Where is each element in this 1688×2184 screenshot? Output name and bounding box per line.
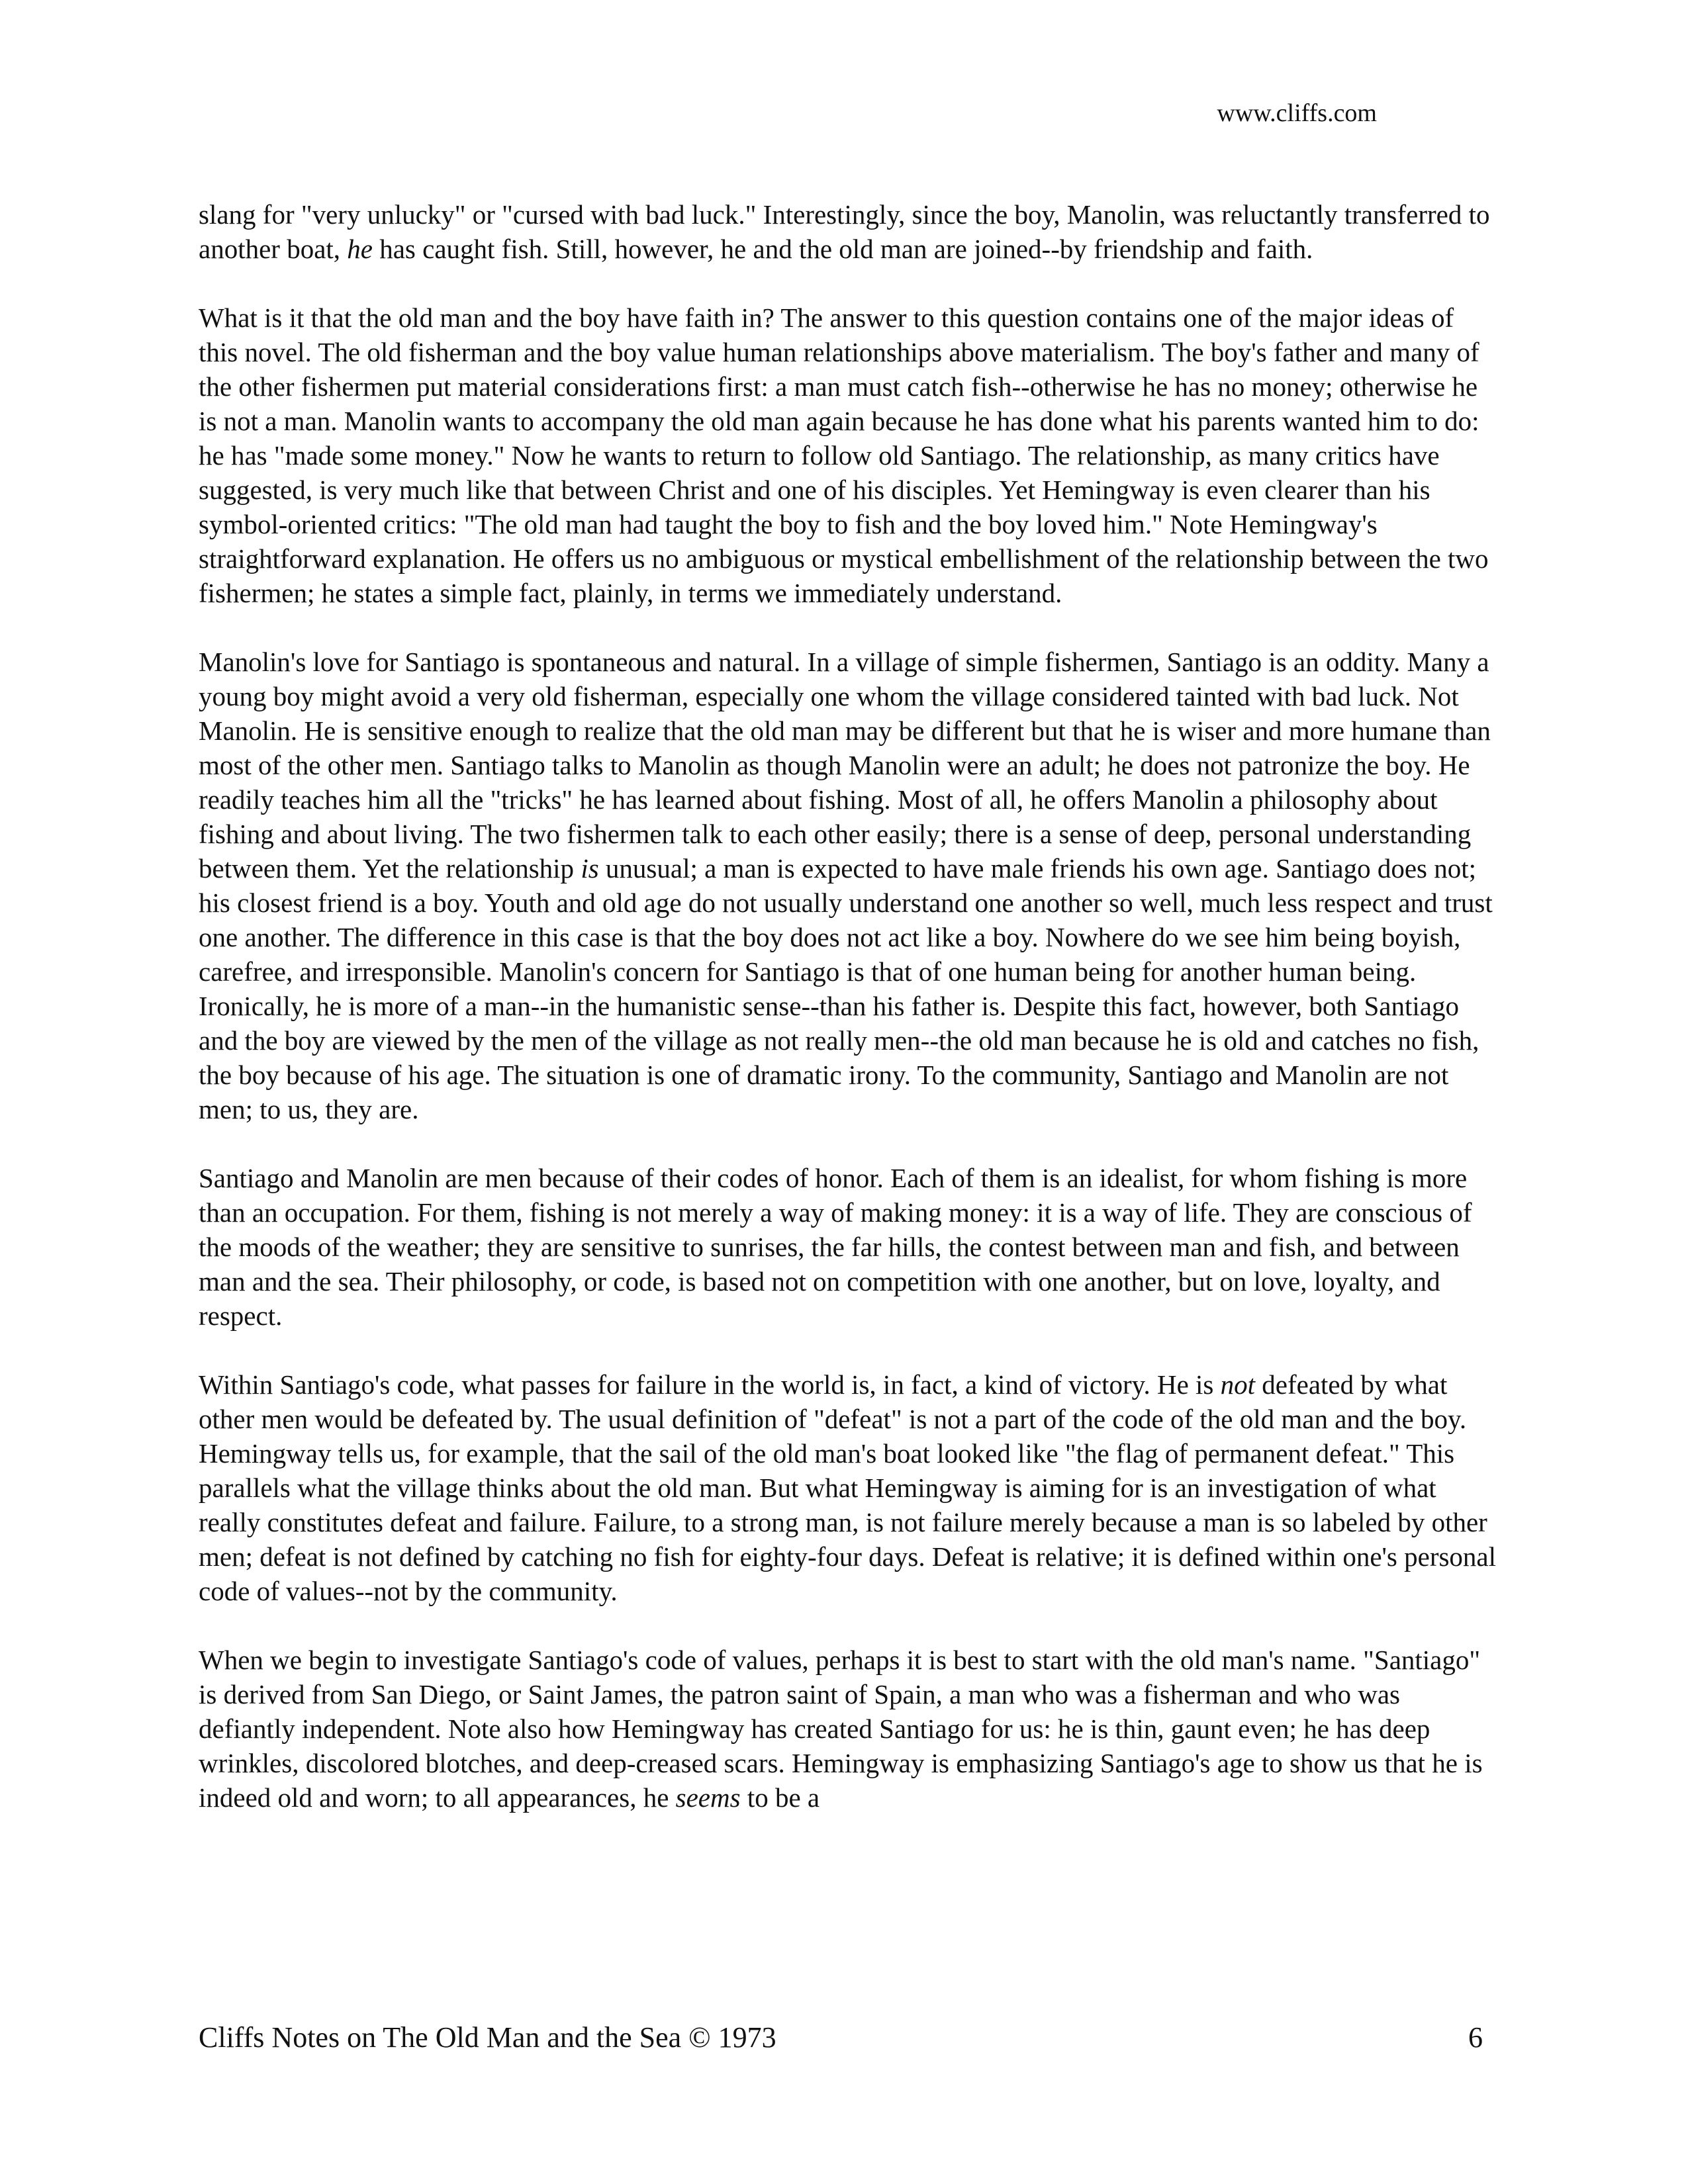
paragraph — [199, 197, 1496, 266]
paragraph — [199, 300, 1496, 610]
body-text — [199, 197, 1496, 1849]
paragraph — [199, 645, 1496, 1126]
paragraph-text: slang for "very unlucky" or "cursed with bad luck." Interestingly, since the boy, Manolin, was reluctantly transferred to another boat, — [199, 199, 1490, 264]
paragraph-text: When we begin to investigate Santiago's code of values, perhaps it is best to start with the old man's name. "Santiago" is derived from San Diego, or Saint James, the patron saint of Spain, a man who was a fisherman and who was defiantly independent. Note also how Hemingway has created Santiago for us: he is thin, gaunt even; he has deep wrinkles, discolored blotches, and deep-creased scars. Hemingway is emphasizing Santiago's age to show us that he is indeed old and worn; to all appearances, he — [199, 1645, 1483, 1813]
footer-title: Cliffs Notes on The Old Man and the Sea © 1973 — [199, 2021, 776, 2054]
header-url: www.cliffs.com — [1217, 99, 1377, 127]
paragraph-text: Manolin's love for Santiago is spontaneous and natural. In a village of simple fishermen, Santiago is an oddity. Many a young boy might avoid a very old fisherman, especially one whom the village considered tainted with bad luck. Not Manolin. He is sensitive enough to realize that the old man may be different but that he is wiser and more humane than most of the other men. Santiago talks to Manolin as though Manolin were an adult; he does not patronize the boy. He readily teaches him all the "tricks" he has learned about fishing. Most of all, he offers Manolin a philosophy about fishing and about living. The two fishermen talk to each other easily; there is a sense of deep, personal understanding between them. Yet the relationship — [199, 647, 1491, 884]
italic-text: not — [1220, 1369, 1256, 1400]
paragraph-text: Within Santiago's code, what passes for failure in the world is, in fact, a kind of victory. He is — [199, 1369, 1221, 1400]
page-number: 6 — [1468, 2021, 1483, 2054]
italic-text: seems — [675, 1782, 741, 1813]
paragraph-text: Santiago and Manolin are men because of their codes of honor. Each of them is an idealist, for whom fishing is more than an occupation. For them, fishing is not merely a way of making money: it is a way of life. They are conscious of the moods of the weather; they are sensitive to sunrises, the far hills, the contest between man and fish, and between man and the sea. Their philosophy, or code, is based not on competition with one another, but on love, loyalty, and respect. — [199, 1163, 1472, 1331]
paragraph — [199, 1161, 1496, 1333]
italic-text: is — [581, 853, 599, 884]
italic-text: he — [347, 234, 373, 264]
paragraph-text: defeated by what other men would be defeated by. The usual definition of "defeat" is not a part of the code of the old man and the boy. Hemingway tells us, for example, that the sail of the old man's boat looked like "the flag of permanent defeat." This parallels what the village thinks about the old man. But what Hemingway is aiming for is an investigation of what really constitutes defeat and failure. Failure, to a strong man, is not failure merely because a man is so labeled by other men; defeat is not defined by catching no fish for eighty-four days. Defeat is relative; it is defined within one's personal code of values--not by the community. — [199, 1369, 1497, 1606]
paragraph-text: has caught fish. Still, however, he and the old man are joined--by friendship and faith. — [372, 234, 1313, 264]
paragraph-text: What is it that the old man and the boy have faith in? The answer to this question contains one of the major ideas of this novel. The old fisherman and the boy value human relationships above materialism. The boy's father and many of the other fishermen put material considerations first: a man must catch fish--otherwise he has no money; otherwise he is not a man. Manolin wants to accompany the old man again because he has done what his parents wanted him to do: he has "made some money." Now he wants to return to follow old Santiago. The relationship, as many critics have suggested, is very much like that between Christ and one of his disciples. Yet Hemingway is even clearer than his symbol-oriented critics: "The old man had taught the boy to fish and the boy loved him." Note Hemingway's straightforward explanation. He offers us no ambiguous or mystical embellishment of the relationship between the two fishermen; he states a simple fact, plainly, in terms we immediately understand. — [199, 302, 1489, 608]
paragraph — [199, 1367, 1496, 1608]
paragraph-text: to be a — [740, 1782, 820, 1813]
paragraph-text: unusual; a man is expected to have male friends his own age. Santiago does not; his closest friend is a boy. Youth and old age do not usually understand one another so well, much less respect and trust one another. The difference in this case is that the boy does not act like a boy. Nowhere do we see him being boyish, carefree, and irresponsible. Manolin's concern for Santiago is that of one human being for another human being. Ironically, he is more of a man--in the humanistic sense--than his father is. Despite this fact, however, both Santiago and the boy are viewed by the men of the village as not really men--the old man because he is old and catches no fish, the boy because of his age. The situation is one of dramatic irony. To the community, Santiago and Manolin are not men; to us, they are. — [199, 853, 1493, 1124]
paragraph — [199, 1643, 1496, 1815]
